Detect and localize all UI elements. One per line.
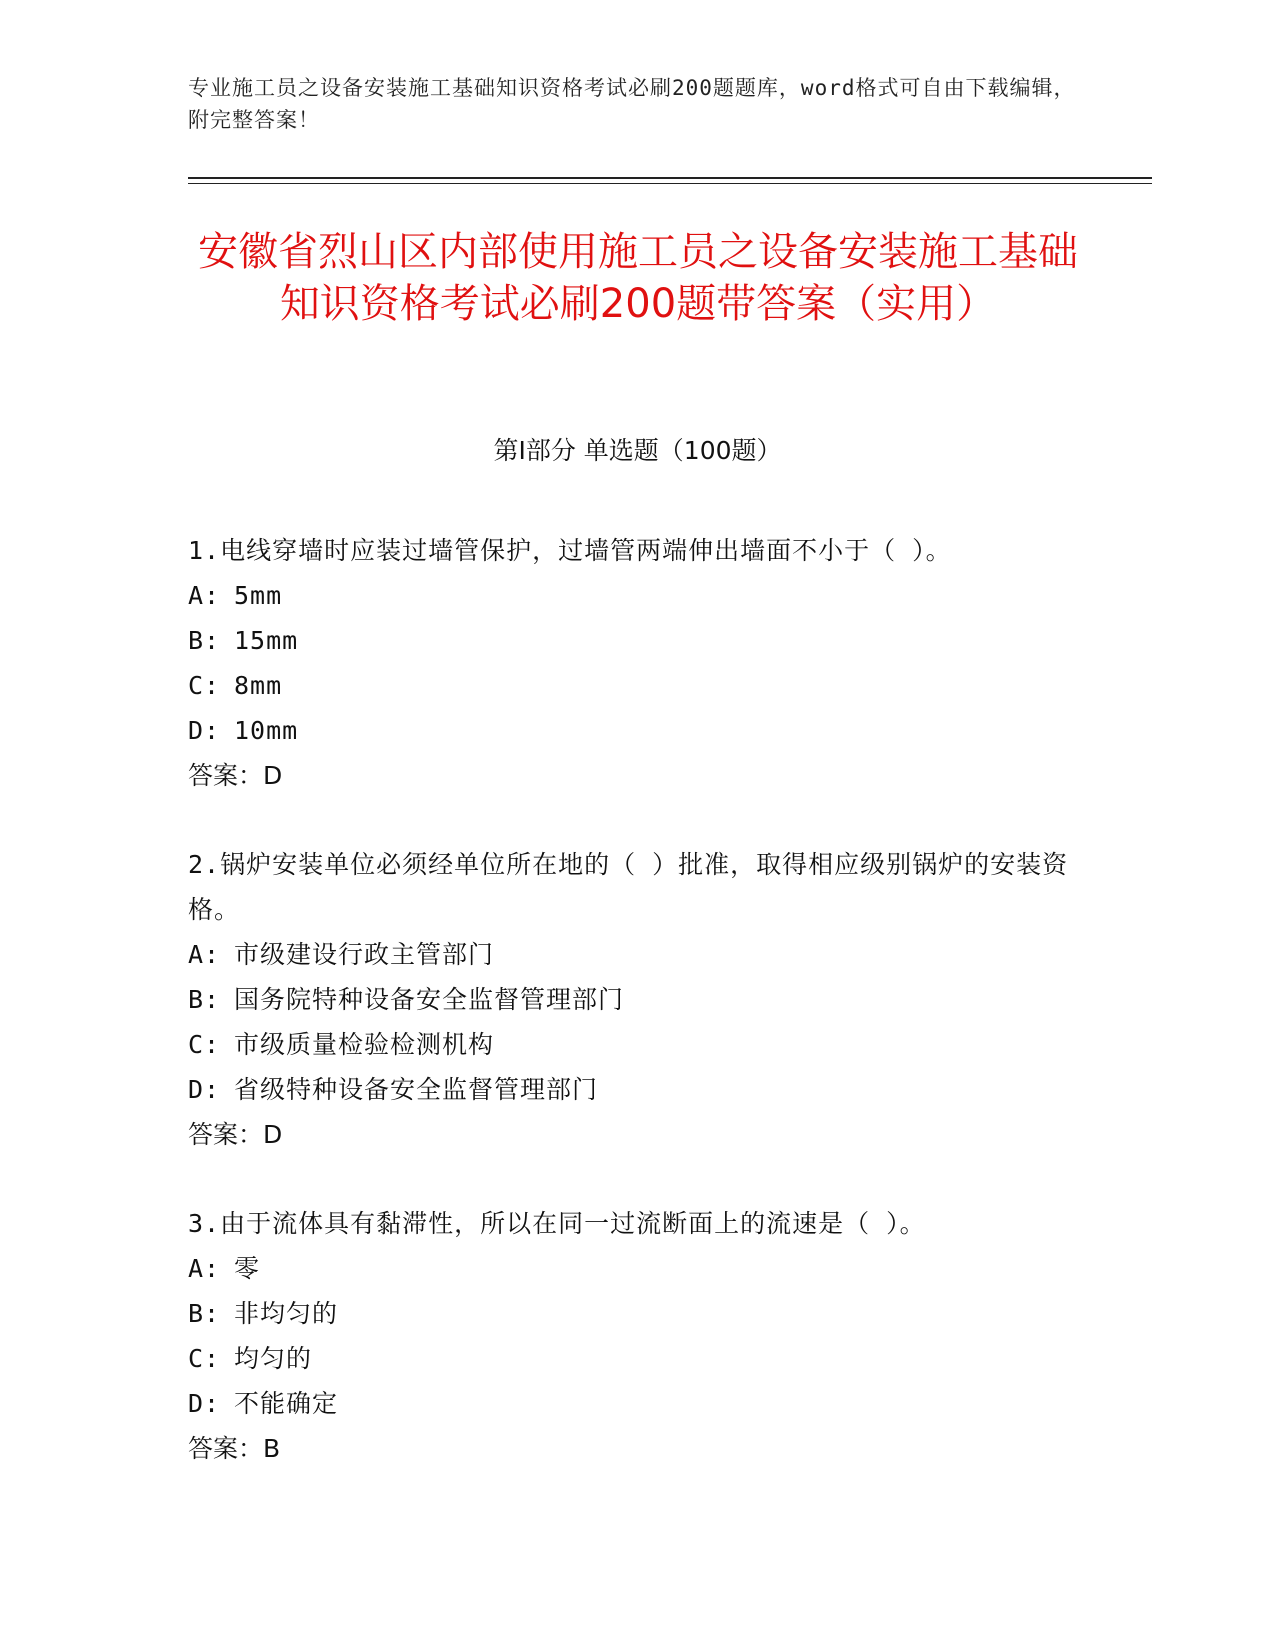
option-letter: D: [188,716,221,745]
section-title: 第Ⅰ部分 单选题（100题） [493,436,782,465]
option-letter: B: [188,985,221,1014]
option-letter: A: [188,581,221,610]
option-text: 8mm [234,671,283,700]
question-3 [188,1201,1088,1471]
option-text: 不能确定 [234,1389,339,1418]
question-stem: 1.电线穿墙时应装过墙管保护，过墙管两端伸出墙面不小于（ ）。 [188,536,952,565]
option-c [188,1022,1088,1067]
option-text: 省级特种设备安全监督管理部门 [234,1075,599,1104]
option-text: 15mm [234,626,299,655]
header-note: 专业施工员之设备安装施工基础知识资格考试必刷200题题库，word格式可自由下载编辑，附完整答案！ [188,76,1076,132]
option-letter: A: [188,940,221,969]
question-2 [188,842,1088,1157]
option-d [188,1381,1088,1426]
question-1 [188,528,1088,798]
question-list [188,528,1088,1515]
question-stem: 3.由于流体具有黏滞性，所以在同一过流断面上的流速是（ ）。 [188,1209,926,1238]
option-letter: D: [188,1075,221,1104]
option-c [188,663,1088,708]
answer-line: 答案：D [188,1120,283,1149]
option-letter: B: [188,626,221,655]
option-text: 10mm [234,716,299,745]
option-letter: C: [188,1030,221,1059]
question-stem: 2.锅炉安装单位必须经单位所在地的（ ）批准，取得相应级别锅炉的安装资格。 [188,850,1069,924]
option-letter: C: [188,671,221,700]
option-b [188,1291,1088,1336]
option-a [188,932,1088,977]
header-rule-thick [188,177,1152,179]
option-d [188,708,1088,753]
option-text: 零 [234,1254,261,1283]
option-letter: B: [188,1299,221,1328]
option-b [188,977,1088,1022]
option-letter: A: [188,1254,221,1283]
option-text: 国务院特种设备安全监督管理部门 [234,985,625,1014]
option-b [188,618,1088,663]
option-a [188,573,1088,618]
option-text: 市级质量检验检测机构 [234,1030,495,1059]
option-d [188,1067,1088,1112]
answer-line: 答案：D [188,761,283,790]
answer-line: 答案：B [188,1434,281,1463]
option-c [188,1336,1088,1381]
option-text: 5mm [234,581,283,610]
option-letter: D: [188,1389,221,1418]
option-a [188,1246,1088,1291]
option-text: 均匀的 [234,1344,313,1373]
option-text: 市级建设行政主管部门 [234,940,495,969]
header-rule-thin [188,183,1152,184]
option-text: 非均匀的 [234,1299,339,1328]
document-title: 安徽省烈山区内部使用施工员之设备安装施工基础知识资格考试必刷200题带答案（实用） [198,229,1078,327]
option-letter: C: [188,1344,221,1373]
